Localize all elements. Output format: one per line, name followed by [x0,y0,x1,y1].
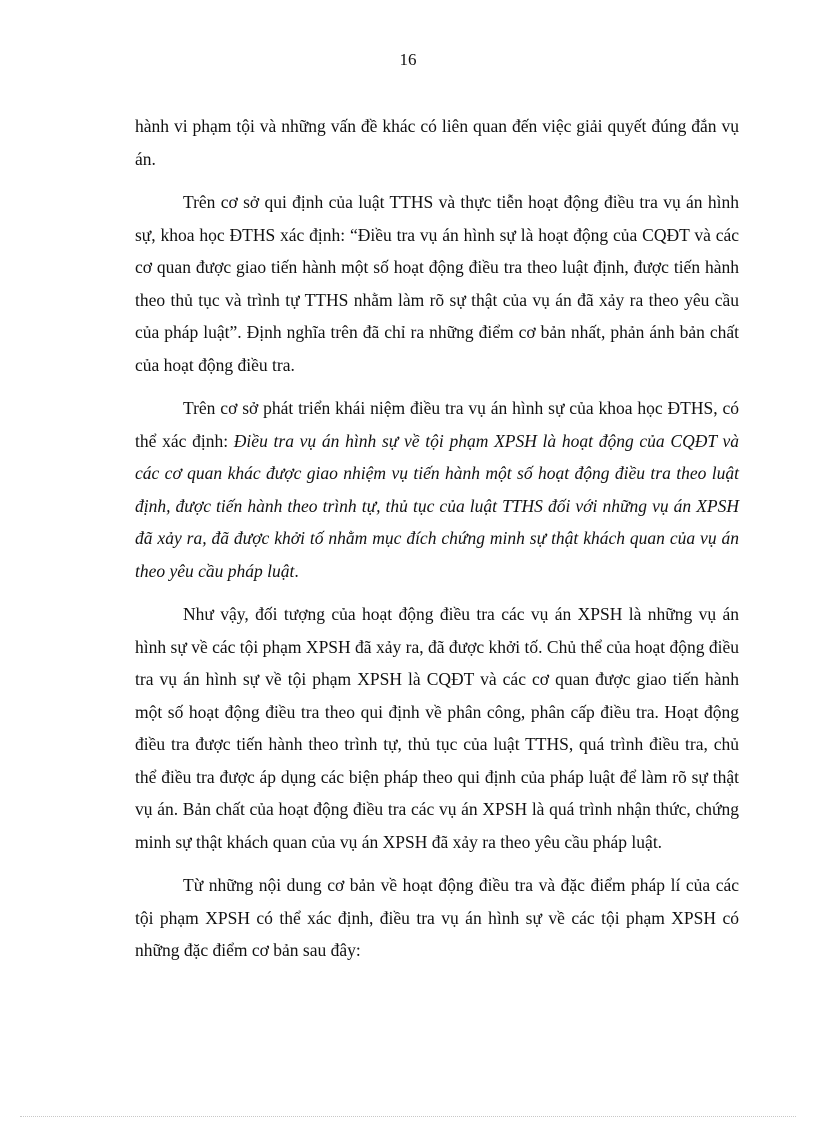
italic-definition-text: Điều tra vụ án hình sự về tội phạm XPSH là hoạt động của CQĐT và các cơ quan khác được giao nhiệm vụ tiến hành một số hoạt động điều tra theo luật định, được tiến hành theo trình tự, thủ tục của luật TTHS đối với những vụ án XPSH đã xảy ra, đã được khởi tố nhằm mục đích chứng minh sự thật khách quan của vụ án theo yêu cầu pháp luật [135,430,740,581]
paragraph-subject-nature: Như vậy, đối tượng của hoạt động điều tra các vụ án XPSH là những vụ án hình sự về các tội phạm XPSH đã xảy ra, đã được khởi tố. Chủ thể của hoạt động điều tra vụ án hình sự về tội phạm XPSH là CQĐT và các cơ quan được giao tiến hành một số hoạt động điều tra theo qui định về phân công, phân cấp điều tra. Hoạt động điều tra được tiến hành theo trình tự, thủ tục của luật TTHS, quá trình điều tra, chủ thể điều tra được áp dụng các biện pháp theo qui định của pháp luật để làm rõ sự thật vụ án. Bản chất của hoạt động điều tra các vụ án XPSH là quá trình nhận thức, chứng minh sự thật khách quan của vụ án XPSH đã xảy ra theo yêu cầu pháp luật. [135,604,739,852]
paragraph-characteristics-intro: Từ những nội dung cơ bản về hoạt động điều tra và đặc điểm pháp lí của các tội phạm XPSH có thể xác định, điều tra vụ án hình sự về các tội phạm XPSH có những đặc điểm cơ bản sau đây: [135,875,739,960]
paragraph-end-punctuation: . [294,560,299,581]
page-number: 16 [399,50,417,69]
paragraph-xpsh-definition [135,392,739,587]
paragraph-continuation: hành vi phạm tội và những vấn đề khác có liên quan đến việc giải quyết đúng đắn vụ án. [135,116,739,169]
page-bottom-divider [20,1116,796,1117]
paragraph-lead-text: Trên cơ sở phát triển khái niệm điều tra vụ án hình sự của khoa học ĐTHS, có thể xác định: [135,398,739,451]
paragraph-definition: Trên cơ sở qui định của luật TTHS và thực tiễn hoạt động điều tra vụ án hình sự, khoa học ĐTHS xác định: “Điều tra vụ án hình sự là hoạt động của CQĐT và các cơ quan được giao tiến hành một số hoạt động điều tra theo luật định, được tiến hành theo thủ tục và trình tự TTHS nhằm làm rõ sự thật của vụ án đã xảy ra theo yêu cầu của pháp luật”. Định nghĩa trên đã chỉ ra những điểm cơ bản nhất, phản ánh bản chất của hoạt động điều tra. [135,192,739,375]
document-body [135,110,739,978]
